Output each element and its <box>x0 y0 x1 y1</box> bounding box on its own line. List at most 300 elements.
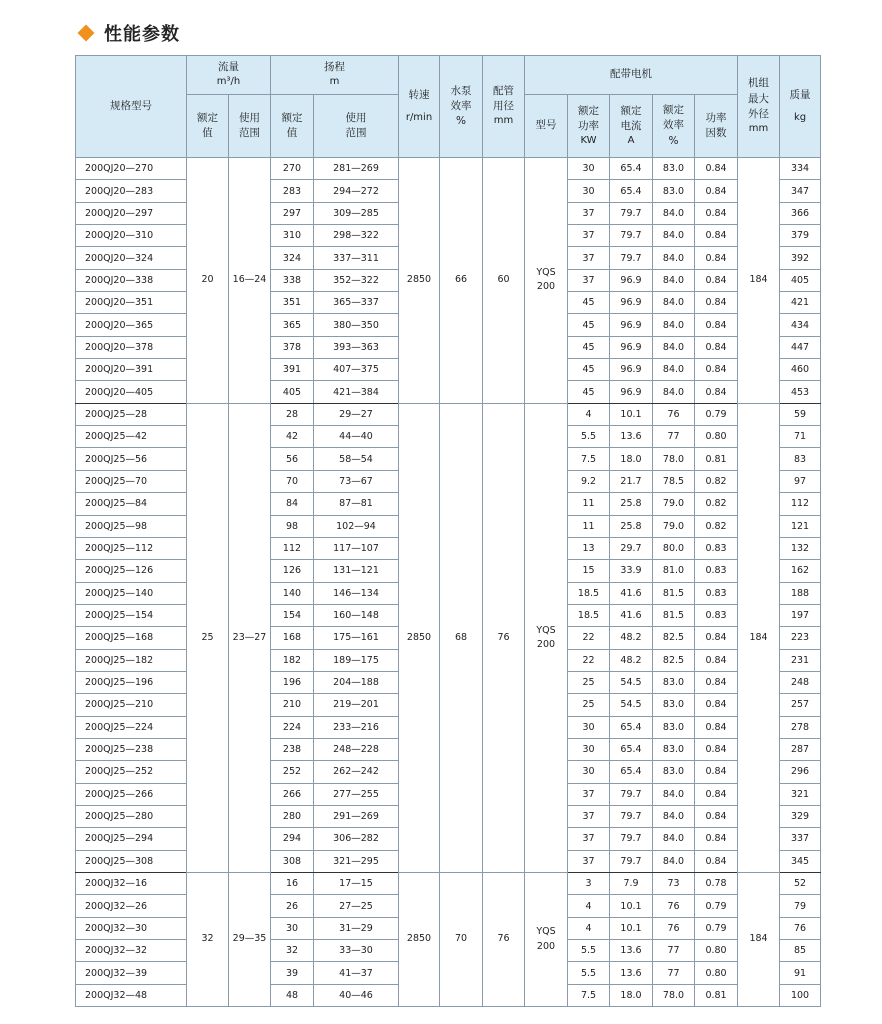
motor-type-cell <box>525 403 568 872</box>
motor-current-cell: 48.2 <box>610 649 653 671</box>
motor-power-cell: 45 <box>568 314 610 336</box>
head-range-cell: 233—216 <box>314 716 399 738</box>
motor-eff-cell: 78.0 <box>653 984 695 1006</box>
model-cell: 200QJ25—168 <box>76 627 187 649</box>
motor-eff-cell: 83.0 <box>653 694 695 716</box>
model-cell: 200QJ25—224 <box>76 716 187 738</box>
head-range-cell: 146—134 <box>314 582 399 604</box>
speed-cell: 2850 <box>399 873 440 1007</box>
motor-power-cell: 37 <box>568 202 610 224</box>
head-range-cell: 131—121 <box>314 560 399 582</box>
pipe-cell: 76 <box>483 403 525 872</box>
model-cell: 200QJ32—30 <box>76 917 187 939</box>
power-factor-cell: 0.79 <box>695 403 738 425</box>
header-eff-label-2: 效率 <box>450 99 472 112</box>
header-pipe <box>483 56 525 158</box>
power-factor-cell: 0.84 <box>695 805 738 827</box>
motor-current-cell: 79.7 <box>610 805 653 827</box>
section-title <box>80 20 180 46</box>
power-factor-cell: 0.84 <box>695 202 738 224</box>
head-rated-cell: 28 <box>271 403 314 425</box>
header-power-factor: 功率 因数 <box>695 95 738 158</box>
header-pipe-unit: mm <box>493 115 514 127</box>
motor-eff-cell: 81.5 <box>653 604 695 626</box>
motor-type-line-2: 200 <box>536 281 556 293</box>
mass-cell: 329 <box>780 805 821 827</box>
mass-cell: 447 <box>780 336 821 358</box>
model-cell: 200QJ20—351 <box>76 292 187 314</box>
motor-current-cell: 54.5 <box>610 671 653 693</box>
model-cell: 200QJ20—297 <box>76 202 187 224</box>
header-flow-unit: m³/h <box>216 76 241 88</box>
header-diameter-label-3: 外径 <box>748 107 770 120</box>
header-flow-label: 流量 <box>218 61 239 74</box>
head-range-cell: 175—161 <box>314 627 399 649</box>
pipe-cell: 60 <box>483 158 525 404</box>
motor-current-cell: 33.9 <box>610 560 653 582</box>
motor-eff-cell: 83.0 <box>653 180 695 202</box>
head-range-cell: 44—40 <box>314 426 399 448</box>
motor-type-line-1: YQS <box>536 926 556 938</box>
mass-cell: 52 <box>780 873 821 895</box>
power-factor-cell: 0.80 <box>695 962 738 984</box>
head-rated-cell: 42 <box>271 426 314 448</box>
motor-power-cell: 30 <box>568 738 610 760</box>
power-factor-cell: 0.84 <box>695 381 738 403</box>
head-rated-cell: 351 <box>271 292 314 314</box>
motor-current-cell: 65.4 <box>610 180 653 202</box>
header-diameter-label-2: 最大 <box>748 92 770 105</box>
motor-current-cell: 96.9 <box>610 336 653 358</box>
power-factor-cell: 0.84 <box>695 247 738 269</box>
header-eff-label-1: 水泵 <box>450 84 472 97</box>
head-rated-cell: 26 <box>271 895 314 917</box>
motor-power-cell: 4 <box>568 403 610 425</box>
motor-current-cell: 21.7 <box>610 470 653 492</box>
mass-cell: 85 <box>780 940 821 962</box>
power-factor-cell: 0.82 <box>695 493 738 515</box>
power-factor-cell: 0.82 <box>695 470 738 492</box>
mass-cell: 345 <box>780 850 821 872</box>
power-factor-cell: 0.84 <box>695 292 738 314</box>
header-flow-rated: 额定 值 <box>187 95 229 158</box>
mass-cell: 223 <box>780 627 821 649</box>
head-rated-cell: 39 <box>271 962 314 984</box>
section-title-text: 性能参数 <box>104 24 180 45</box>
model-cell: 200QJ20—365 <box>76 314 187 336</box>
motor-current-cell: 13.6 <box>610 962 653 984</box>
header-head-range: 使用 范围 <box>314 95 399 158</box>
header-eff <box>440 56 483 158</box>
model-cell: 200QJ25—112 <box>76 537 187 559</box>
mass-cell: 79 <box>780 895 821 917</box>
power-factor-cell: 0.83 <box>695 537 738 559</box>
model-cell: 200QJ20—391 <box>76 359 187 381</box>
motor-power-cell: 5.5 <box>568 940 610 962</box>
head-rated-cell: 270 <box>271 158 314 180</box>
head-range-cell: 248—228 <box>314 738 399 760</box>
mass-cell: 59 <box>780 403 821 425</box>
head-range-cell: 352—322 <box>314 269 399 291</box>
motor-eff-cell: 78.0 <box>653 448 695 470</box>
motor-power-cell: 11 <box>568 515 610 537</box>
model-cell: 200QJ25—84 <box>76 493 187 515</box>
motor-eff-cell: 83.0 <box>653 761 695 783</box>
motor-current-cell: 79.7 <box>610 202 653 224</box>
motor-power-cell: 3 <box>568 873 610 895</box>
header-motor-eff: 额定 效率 % <box>653 95 695 158</box>
motor-power-cell: 37 <box>568 850 610 872</box>
head-range-cell: 294—272 <box>314 180 399 202</box>
flow-range-cell: 23—27 <box>229 403 271 872</box>
head-rated-cell: 405 <box>271 381 314 403</box>
motor-power-cell: 7.5 <box>568 448 610 470</box>
header-diameter <box>738 56 780 158</box>
motor-eff-cell: 83.0 <box>653 738 695 760</box>
motor-power-cell: 45 <box>568 292 610 314</box>
motor-eff-cell: 76 <box>653 917 695 939</box>
motor-eff-cell: 76 <box>653 403 695 425</box>
mass-cell: 460 <box>780 359 821 381</box>
head-range-cell: 189—175 <box>314 649 399 671</box>
motor-current-cell: 10.1 <box>610 403 653 425</box>
mass-cell: 421 <box>780 292 821 314</box>
head-rated-cell: 168 <box>271 627 314 649</box>
flow-rated-cell: 20 <box>187 158 229 404</box>
model-cell: 200QJ25—70 <box>76 470 187 492</box>
motor-current-cell: 65.4 <box>610 761 653 783</box>
motor-current-cell: 96.9 <box>610 381 653 403</box>
motor-power-cell: 5.5 <box>568 426 610 448</box>
power-factor-cell: 0.84 <box>695 225 738 247</box>
head-rated-cell: 32 <box>271 940 314 962</box>
head-range-cell: 29—27 <box>314 403 399 425</box>
motor-current-cell: 79.7 <box>610 225 653 247</box>
head-rated-cell: 112 <box>271 537 314 559</box>
motor-power-cell: 30 <box>568 158 610 180</box>
power-factor-cell: 0.79 <box>695 917 738 939</box>
mass-cell: 366 <box>780 202 821 224</box>
model-cell: 200QJ20—378 <box>76 336 187 358</box>
motor-current-cell: 10.1 <box>610 895 653 917</box>
header-mass <box>780 56 821 158</box>
motor-eff-cell: 82.5 <box>653 649 695 671</box>
head-rated-cell: 378 <box>271 336 314 358</box>
motor-power-cell: 30 <box>568 716 610 738</box>
head-rated-cell: 182 <box>271 649 314 671</box>
head-rated-cell: 310 <box>271 225 314 247</box>
head-rated-cell: 266 <box>271 783 314 805</box>
power-factor-cell: 0.84 <box>695 627 738 649</box>
table-row <box>76 403 821 425</box>
power-factor-cell: 0.84 <box>695 180 738 202</box>
mass-cell: 337 <box>780 828 821 850</box>
head-range-cell: 365—337 <box>314 292 399 314</box>
flow-range-cell: 29—35 <box>229 873 271 1007</box>
power-factor-cell: 0.80 <box>695 940 738 962</box>
head-range-cell: 102—94 <box>314 515 399 537</box>
motor-current-cell: 13.6 <box>610 426 653 448</box>
motor-type-cell <box>525 873 568 1007</box>
head-range-cell: 40—46 <box>314 984 399 1006</box>
motor-eff-cell: 83.0 <box>653 158 695 180</box>
head-rated-cell: 238 <box>271 738 314 760</box>
motor-power-cell: 45 <box>568 381 610 403</box>
model-cell: 200QJ25—294 <box>76 828 187 850</box>
motor-power-cell: 13 <box>568 537 610 559</box>
power-factor-cell: 0.84 <box>695 269 738 291</box>
head-range-cell: 58—54 <box>314 448 399 470</box>
model-cell: 200QJ20—338 <box>76 269 187 291</box>
head-rated-cell: 283 <box>271 180 314 202</box>
head-rated-cell: 324 <box>271 247 314 269</box>
motor-eff-cell: 81.5 <box>653 582 695 604</box>
power-factor-cell: 0.80 <box>695 426 738 448</box>
motor-current-cell: 13.6 <box>610 940 653 962</box>
header-mass-label: 质量 <box>789 88 811 101</box>
head-rated-cell: 154 <box>271 604 314 626</box>
power-factor-cell: 0.81 <box>695 984 738 1006</box>
head-range-cell: 380—350 <box>314 314 399 336</box>
head-range-cell: 309—285 <box>314 202 399 224</box>
header-head <box>271 56 399 95</box>
power-factor-cell: 0.84 <box>695 828 738 850</box>
head-range-cell: 27—25 <box>314 895 399 917</box>
head-rated-cell: 56 <box>271 448 314 470</box>
motor-eff-cell: 84.0 <box>653 336 695 358</box>
motor-type-line-2: 200 <box>536 940 556 952</box>
header-flow-range: 使用 范围 <box>229 95 271 158</box>
motor-current-cell: 41.6 <box>610 582 653 604</box>
mass-cell: 287 <box>780 738 821 760</box>
head-rated-cell: 98 <box>271 515 314 537</box>
diamond-bullet-icon <box>78 25 95 42</box>
header-motor-current: 额定 电流 A <box>610 95 653 158</box>
mass-cell: 197 <box>780 604 821 626</box>
header-pipe-label-1: 配管 <box>493 85 514 98</box>
mass-cell: 83 <box>780 448 821 470</box>
header-motor-type: 型号 <box>525 95 568 158</box>
mass-cell: 112 <box>780 493 821 515</box>
model-cell: 200QJ25—28 <box>76 403 187 425</box>
header-motor-eff-unit: % <box>668 134 679 147</box>
head-range-cell: 204—188 <box>314 671 399 693</box>
diameter-cell: 184 <box>738 158 780 404</box>
motor-eff-cell: 76 <box>653 895 695 917</box>
motor-eff-cell: 73 <box>653 873 695 895</box>
motor-eff-cell: 84.0 <box>653 292 695 314</box>
motor-current-cell: 96.9 <box>610 359 653 381</box>
motor-power-cell: 4 <box>568 917 610 939</box>
flow-rated-cell: 25 <box>187 403 229 872</box>
pump-eff-cell: 66 <box>440 158 483 404</box>
motor-eff-cell: 78.5 <box>653 470 695 492</box>
motor-eff-cell: 79.0 <box>653 493 695 515</box>
head-range-cell: 87—81 <box>314 493 399 515</box>
motor-current-cell: 29.7 <box>610 537 653 559</box>
model-cell: 200QJ25—196 <box>76 671 187 693</box>
head-range-cell: 73—67 <box>314 470 399 492</box>
head-range-cell: 33—30 <box>314 940 399 962</box>
diameter-cell: 184 <box>738 873 780 1007</box>
power-factor-cell: 0.83 <box>695 582 738 604</box>
head-range-cell: 298—322 <box>314 225 399 247</box>
power-factor-cell: 0.84 <box>695 761 738 783</box>
power-factor-cell: 0.84 <box>695 649 738 671</box>
motor-power-cell: 45 <box>568 336 610 358</box>
mass-cell: 434 <box>780 314 821 336</box>
motor-eff-cell: 84.0 <box>653 314 695 336</box>
head-rated-cell: 338 <box>271 269 314 291</box>
head-rated-cell: 16 <box>271 873 314 895</box>
speed-cell: 2850 <box>399 403 440 872</box>
motor-eff-cell: 77 <box>653 426 695 448</box>
table-row <box>76 158 821 180</box>
motor-current-cell: 48.2 <box>610 627 653 649</box>
diameter-cell: 184 <box>738 403 780 872</box>
motor-current-cell: 41.6 <box>610 604 653 626</box>
model-cell: 200QJ20—270 <box>76 158 187 180</box>
mass-cell: 453 <box>780 381 821 403</box>
head-range-cell: 17—15 <box>314 873 399 895</box>
head-range-cell: 31—29 <box>314 917 399 939</box>
motor-current-cell: 25.8 <box>610 493 653 515</box>
model-cell: 200QJ25—140 <box>76 582 187 604</box>
model-cell: 200QJ25—210 <box>76 694 187 716</box>
model-cell: 200QJ25—56 <box>76 448 187 470</box>
header-motor: 配带电机 <box>525 56 738 95</box>
model-cell: 200QJ25—154 <box>76 604 187 626</box>
motor-eff-cell: 79.0 <box>653 515 695 537</box>
head-rated-cell: 308 <box>271 850 314 872</box>
motor-power-cell: 15 <box>568 560 610 582</box>
head-rated-cell: 294 <box>271 828 314 850</box>
motor-eff-cell: 84.0 <box>653 225 695 247</box>
power-factor-cell: 0.83 <box>695 604 738 626</box>
header-head-label: 扬程 <box>324 61 345 74</box>
head-range-cell: 281—269 <box>314 158 399 180</box>
model-cell: 200QJ20—324 <box>76 247 187 269</box>
model-cell: 200QJ32—26 <box>76 895 187 917</box>
power-factor-cell: 0.84 <box>695 783 738 805</box>
power-factor-cell: 0.79 <box>695 895 738 917</box>
head-rated-cell: 280 <box>271 805 314 827</box>
motor-power-cell: 45 <box>568 359 610 381</box>
motor-current-cell: 96.9 <box>610 269 653 291</box>
header-mass-unit: kg <box>793 111 807 123</box>
motor-power-cell: 18.5 <box>568 582 610 604</box>
motor-current-cell: 18.0 <box>610 984 653 1006</box>
power-factor-cell: 0.82 <box>695 515 738 537</box>
head-rated-cell: 210 <box>271 694 314 716</box>
mass-cell: 100 <box>780 984 821 1006</box>
motor-eff-cell: 84.0 <box>653 828 695 850</box>
motor-current-cell: 79.7 <box>610 783 653 805</box>
head-range-cell: 262—242 <box>314 761 399 783</box>
table-row <box>76 873 821 895</box>
head-range-cell: 41—37 <box>314 962 399 984</box>
motor-current-cell: 96.9 <box>610 314 653 336</box>
motor-current-cell: 96.9 <box>610 292 653 314</box>
flow-rated-cell: 32 <box>187 873 229 1007</box>
head-rated-cell: 126 <box>271 560 314 582</box>
power-factor-cell: 0.84 <box>695 738 738 760</box>
motor-eff-cell: 84.0 <box>653 783 695 805</box>
motor-eff-cell: 84.0 <box>653 247 695 269</box>
motor-eff-cell: 82.5 <box>653 627 695 649</box>
head-rated-cell: 70 <box>271 470 314 492</box>
motor-current-cell: 54.5 <box>610 694 653 716</box>
head-rated-cell: 252 <box>271 761 314 783</box>
mass-cell: 188 <box>780 582 821 604</box>
head-range-cell: 117—107 <box>314 537 399 559</box>
model-cell: 200QJ32—32 <box>76 940 187 962</box>
model-cell: 200QJ20—405 <box>76 381 187 403</box>
motor-type-line-1: YQS <box>536 267 556 279</box>
mass-cell: 257 <box>780 694 821 716</box>
model-cell: 200QJ25—266 <box>76 783 187 805</box>
mass-cell: 296 <box>780 761 821 783</box>
header-motor-power-unit: KW <box>580 134 597 146</box>
mass-cell: 334 <box>780 158 821 180</box>
motor-power-cell: 25 <box>568 671 610 693</box>
header-diameter-label-1: 机组 <box>748 77 770 90</box>
power-factor-cell: 0.84 <box>695 850 738 872</box>
model-cell: 200QJ20—310 <box>76 225 187 247</box>
motor-current-cell: 10.1 <box>610 917 653 939</box>
mass-cell: 91 <box>780 962 821 984</box>
model-cell: 200QJ25—126 <box>76 560 187 582</box>
mass-cell: 379 <box>780 225 821 247</box>
head-range-cell: 337—311 <box>314 247 399 269</box>
head-rated-cell: 224 <box>271 716 314 738</box>
head-rated-cell: 140 <box>271 582 314 604</box>
mass-cell: 97 <box>780 470 821 492</box>
head-range-cell: 291—269 <box>314 805 399 827</box>
header-model: 规格型号 <box>76 56 187 158</box>
motor-power-cell: 37 <box>568 225 610 247</box>
motor-current-cell: 65.4 <box>610 716 653 738</box>
mass-cell: 231 <box>780 649 821 671</box>
motor-power-cell: 22 <box>568 627 610 649</box>
motor-eff-cell: 77 <box>653 940 695 962</box>
header-speed-unit: r/min <box>405 111 433 123</box>
motor-current-cell: 65.4 <box>610 738 653 760</box>
motor-current-cell: 65.4 <box>610 158 653 180</box>
mass-cell: 121 <box>780 515 821 537</box>
header-motor-power: 额定 功率 KW <box>568 95 610 158</box>
table-body <box>76 158 821 1007</box>
motor-current-cell: 79.7 <box>610 247 653 269</box>
motor-eff-cell: 84.0 <box>653 359 695 381</box>
motor-current-cell: 7.9 <box>610 873 653 895</box>
mass-cell: 392 <box>780 247 821 269</box>
model-cell: 200QJ25—98 <box>76 515 187 537</box>
mass-cell: 162 <box>780 560 821 582</box>
speed-cell: 2850 <box>399 158 440 404</box>
motor-current-cell: 79.7 <box>610 828 653 850</box>
motor-power-cell: 37 <box>568 828 610 850</box>
mass-cell: 132 <box>780 537 821 559</box>
model-cell: 200QJ25—280 <box>76 805 187 827</box>
head-range-cell: 407—375 <box>314 359 399 381</box>
motor-power-cell: 22 <box>568 649 610 671</box>
power-factor-cell: 0.84 <box>695 336 738 358</box>
head-rated-cell: 48 <box>271 984 314 1006</box>
motor-power-cell: 30 <box>568 180 610 202</box>
motor-eff-cell: 84.0 <box>653 269 695 291</box>
motor-eff-cell: 80.0 <box>653 537 695 559</box>
